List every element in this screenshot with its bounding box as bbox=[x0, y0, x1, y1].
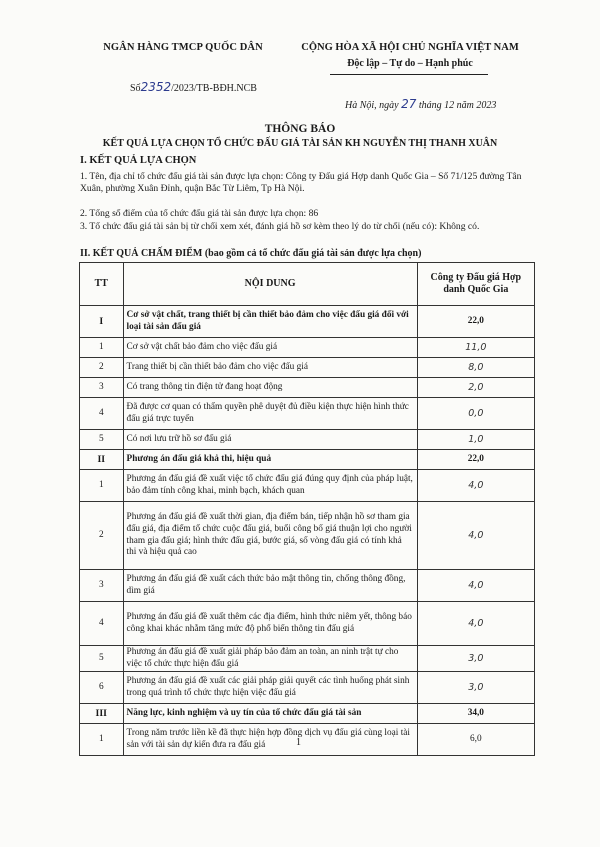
row-content: Có nơi lưu trữ hồ sơ đấu giá bbox=[123, 430, 417, 450]
row-score: 1,0 bbox=[417, 430, 534, 450]
row-content: Năng lực, kinh nghiệm và uy tín của tổ chức đấu giá tài sản bbox=[123, 704, 417, 724]
table-header-row bbox=[80, 263, 535, 306]
paragraph-3: 3. Tổ chức đấu giá tài sản bị từ chối xem xét, đánh giá hồ sơ kèm theo lý do từ chối (nếu có): Không có. bbox=[80, 221, 480, 232]
document-number bbox=[130, 80, 257, 94]
row-content: Phương án đấu giá đề xuất cách thức bảo mật thông tin, chống thông đồng, dìm giá bbox=[123, 570, 417, 602]
row-tt: 1 bbox=[80, 470, 124, 502]
row-tt: 2 bbox=[80, 502, 124, 570]
section-2-heading: II. KẾT QUẢ CHẤM ĐIỂM (bao gồm cả tổ chức đấu giá tài sản được lựa chọn) bbox=[80, 248, 422, 259]
table-row bbox=[80, 306, 535, 338]
row-content: Cơ sở vật chất bảo đảm cho việc đấu giá bbox=[123, 338, 417, 358]
row-tt: 4 bbox=[80, 602, 124, 646]
table-row bbox=[80, 470, 535, 502]
row-tt: 5 bbox=[80, 430, 124, 450]
document-title: THÔNG BÁO bbox=[264, 123, 336, 135]
country-name: CỘNG HÒA XÃ HỘI CHỦ NGHĨA VIỆT NAM bbox=[301, 42, 519, 53]
org-name: NGÂN HÀNG TMCP QUỐC DÂN bbox=[103, 42, 263, 53]
row-tt: II bbox=[80, 450, 124, 470]
header-tt: TT bbox=[80, 263, 124, 306]
row-content: Đã được cơ quan có thẩm quyền phê duyệt đủ điều kiện thực hiện hình thức đấu giá trực tuyến bbox=[123, 398, 417, 430]
row-content: Phương án đấu giá đề xuất các giải pháp giải quyết các tình huống phát sinh trong quá trình tổ chức thực hiện việc đấu giá bbox=[123, 672, 417, 704]
table-row bbox=[80, 450, 535, 470]
row-score: 22,0 bbox=[417, 450, 534, 470]
header-score: Công ty Đấu giá Hợp danh Quốc Gia bbox=[417, 263, 534, 306]
row-content: Có trang thông tin điện tử đang hoạt động bbox=[123, 378, 417, 398]
place-date bbox=[345, 97, 496, 111]
table-row bbox=[80, 378, 535, 398]
row-tt: 4 bbox=[80, 398, 124, 430]
row-score: 4,0 bbox=[417, 602, 534, 646]
row-score: 8,0 bbox=[417, 358, 534, 378]
doc-number-suffix: /2023/TB-BĐH.NCB bbox=[171, 83, 257, 94]
row-content: Phương án đấu giá đề xuất thời gian, địa điểm bán, tiếp nhận hồ sơ tham gia đấu giá, địa điểm tổ chức cuộc đấu giá, buổi công bố giá thuận lợi cho người tham gia đấu giá; hình thức đấu giá, bước giá, số vòng đấu giá có tính khả thi và hiệu quả cao bbox=[123, 502, 417, 570]
scoring-table bbox=[79, 262, 535, 756]
row-content: Phương án đấu giá đề xuất việc tổ chức đấu giá đúng quy định của pháp luật, bảo đảm tính công khai, minh bạch, khách quan bbox=[123, 470, 417, 502]
row-score: 22,0 bbox=[417, 306, 534, 338]
document-subtitle: KẾT QUẢ LỰA CHỌN TỔ CHỨC ĐẤU GIÁ TÀI SẢN KH NGUYỄN THỊ THANH XUÂN bbox=[102, 138, 498, 149]
header-content: NỘI DUNG bbox=[123, 263, 417, 306]
table-row bbox=[80, 570, 535, 602]
doc-number-prefix: Số bbox=[130, 83, 141, 94]
date-suffix: tháng 12 năm 2023 bbox=[418, 100, 497, 111]
row-tt: 2 bbox=[80, 358, 124, 378]
row-score: 0,0 bbox=[417, 398, 534, 430]
doc-number-handwritten: 2352 bbox=[140, 80, 172, 94]
table-row bbox=[80, 358, 535, 378]
row-content: Trong năm trước liền kề đã thực hiện hợp đồng dịch vụ đấu giá cùng loại tài sản với tài sản dự kiến đưa ra đấu giá bbox=[123, 724, 417, 756]
table-row bbox=[80, 430, 535, 450]
table-row bbox=[80, 724, 535, 756]
row-score: 4,0 bbox=[417, 470, 534, 502]
row-tt: 1 bbox=[80, 338, 124, 358]
row-tt: 1 bbox=[80, 724, 124, 756]
row-tt: I bbox=[80, 306, 124, 338]
table-row bbox=[80, 398, 535, 430]
table-row bbox=[80, 646, 535, 672]
table-row bbox=[80, 672, 535, 704]
paragraph-1: 1. Tên, địa chỉ tổ chức đấu giá tài sản được lựa chọn: Công ty Đấu giá Hợp danh Quốc Gia – Số 71/125 đường Tân Xuân, phường Xuân Đỉnh, quận Bắc Từ Liêm, Tp Hà Nội. bbox=[80, 171, 522, 195]
row-tt: 3 bbox=[80, 378, 124, 398]
row-score: 4,0 bbox=[417, 502, 534, 570]
row-score: 11,0 bbox=[417, 338, 534, 358]
row-score: 4,0 bbox=[417, 570, 534, 602]
row-tt: 6 bbox=[80, 672, 124, 704]
row-score: 3,0 bbox=[417, 672, 534, 704]
table-row bbox=[80, 602, 535, 646]
motto-underline bbox=[330, 74, 488, 75]
section-1-heading: I. KẾT QUẢ LỰA CHỌN bbox=[80, 155, 197, 166]
row-content: Cơ sở vật chất, trang thiết bị cần thiết bảo đảm cho việc đấu giá đối với loại tài sản đấu giá bbox=[123, 306, 417, 338]
paragraph-2: 2. Tổng số điểm của tổ chức đấu giá tài sản được lựa chọn: 86 bbox=[80, 208, 319, 219]
row-tt: 5 bbox=[80, 646, 124, 672]
row-content: Phương án đấu giá đề xuất thêm các địa điểm, hình thức niêm yết, thông báo công khai khác nhằm tăng mức độ phổ biến thông tin đấu giá bbox=[123, 602, 417, 646]
table-row bbox=[80, 704, 535, 724]
row-score: 6,0 bbox=[417, 724, 534, 756]
row-content: Phương án đấu giá khả thi, hiệu quả bbox=[123, 450, 417, 470]
table-row bbox=[80, 338, 535, 358]
row-content: Phương án đấu giá đề xuất giải pháp bảo đảm an toàn, an ninh trật tự cho việc tổ chức thực hiện đấu giá bbox=[123, 646, 417, 672]
row-tt: 3 bbox=[80, 570, 124, 602]
table-row bbox=[80, 502, 535, 570]
row-tt: III bbox=[80, 704, 124, 724]
row-score: 34,0 bbox=[417, 704, 534, 724]
place-prefix: Hà Nội, ngày bbox=[345, 100, 399, 111]
national-motto: Độc lập – Tự do – Hạnh phúc bbox=[347, 58, 473, 69]
row-score: 3,0 bbox=[417, 646, 534, 672]
row-score: 2,0 bbox=[417, 378, 534, 398]
row-content: Trang thiết bị cần thiết bảo đảm cho việc đấu giá bbox=[123, 358, 417, 378]
page-number: 1 bbox=[296, 737, 301, 748]
day-handwritten: 27 bbox=[401, 97, 417, 111]
